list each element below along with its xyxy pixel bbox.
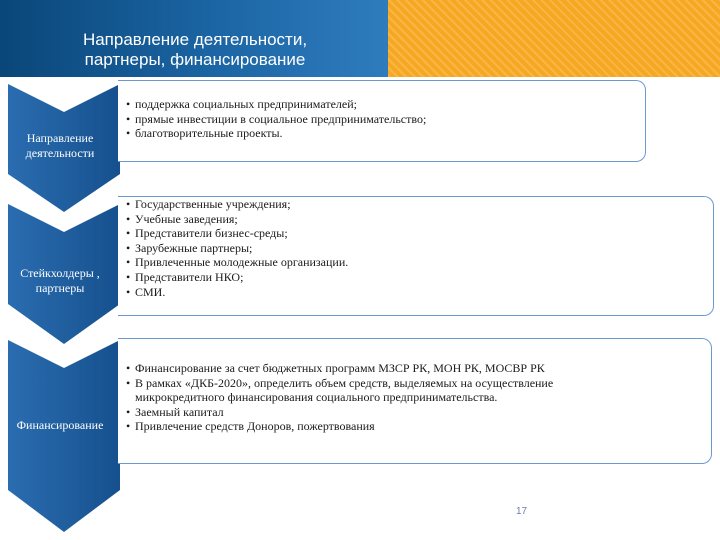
header-orange-panel — [388, 0, 720, 77]
list-item: • Государственные учреждения; — [126, 197, 707, 212]
slide-title-line-2: партнеры, финансирование — [84, 50, 306, 69]
chevron-shape — [8, 340, 120, 532]
section-label-line: деятельности — [25, 146, 95, 160]
section-label-line: Стейкхолдеры , — [20, 266, 100, 280]
section-label-line: партнеры — [35, 281, 85, 295]
section-label-line: Финансирование — [16, 418, 104, 432]
slide-header — [0, 0, 720, 77]
list-item: • Привлечение средств Доноров, пожертвования — [126, 419, 641, 434]
section-label-line: Направление — [26, 131, 94, 145]
list-item: • Представители бизнес-среды; — [126, 226, 707, 241]
section-label-stakeholders — [0, 266, 120, 296]
list-item: • Представители НКО; — [126, 270, 707, 285]
section-label-activity — [0, 131, 120, 161]
slide-title — [30, 30, 360, 70]
list-item: • благотворительные проекты. — [126, 126, 639, 141]
financing-box — [118, 338, 712, 464]
list-item: • прямые инвестиции в социальное предпринимательство; — [126, 112, 639, 127]
list-item: • В рамках «ДКБ-2020», определить объем средств, выделяемых на осуществление микрокредитного финансирования социального предпринимательства. — [126, 376, 641, 405]
activity-box — [118, 80, 646, 162]
list-item: • Финансирование за счет бюджетных программ МЗСР РК, МОН РК, МОСВР РК — [126, 361, 641, 376]
section-label-financing — [0, 418, 120, 433]
stakeholders-box — [118, 196, 714, 316]
list-item: • Учебные заведения; — [126, 212, 707, 227]
page-number: 17 — [516, 506, 528, 517]
list-item: • поддержка социальных предпринимателей; — [126, 97, 639, 112]
list-item: • СМИ. — [126, 285, 707, 300]
chevron-financing — [8, 340, 120, 532]
list-item: • Зарубежные партнеры; — [126, 241, 707, 256]
slide-title-line-1: Направление деятельности, — [82, 30, 308, 49]
list-item: • Заемный капитал — [126, 405, 641, 420]
list-item: • Привлеченные молодежные организации. — [126, 255, 707, 270]
